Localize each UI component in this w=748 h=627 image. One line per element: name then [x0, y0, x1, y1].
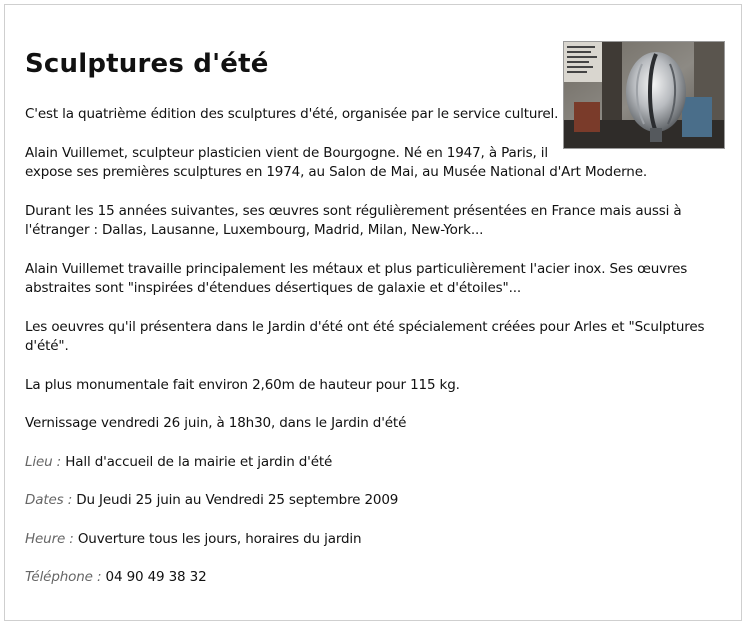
detail-dates-label: Dates :: [25, 492, 73, 508]
paragraph-exhibitions: Durant les 15 années suivantes, ses œuvres sont régulièrement présentées en France mais aussi à l'étranger : Dallas, Lausanne, Luxembourg, Madrid, Milan, New-York...: [25, 202, 682, 238]
detail-dates: [25, 491, 725, 511]
paragraph-materials: Alain Vuillemet travaille principalement les métaux et plus particulièrement l'acier inox. Ses œuvres abstraites sont "inspirées d'étendues désertiques de galaxie et d'étoiles"...: [25, 260, 688, 296]
paragraph-artist-line2: expose ses premières sculptures en 1974, au Salon de Mai, au Musée National d'Art Moderne.: [25, 164, 648, 180]
detail-lieu-label: Lieu :: [25, 453, 62, 470]
article-body: [25, 105, 725, 588]
detail-lieu: [25, 453, 725, 473]
detail-heure-value: Ouverture tous les jours, horaires du jardin: [77, 530, 362, 547]
detail-telephone-label: Téléphone :: [25, 569, 102, 585]
detail-telephone: [25, 568, 725, 588]
detail-telephone-value: 04 90 49 38 32: [105, 569, 207, 585]
paragraph-works: Les oeuvres qu'il présentera dans le Jardin d'été ont été spécialement créées pour Arles et "Sculptures d'été".: [25, 318, 705, 354]
detail-heure: [25, 530, 725, 550]
paragraph-artist-line1: Alain Vuillemet, sculpteur plasticien vient de Bourgogne. Né en 1947, à Paris, il: [25, 144, 548, 161]
paragraph-monumental: La plus monumentale fait environ 2,60m de hauteur pour 115 kg.: [25, 376, 460, 393]
page-title: Sculptures d'été: [25, 49, 269, 79]
detail-lieu-value: Hall d'accueil de la mairie et jardin d'été: [65, 453, 333, 470]
detail-dates-value: Du Jeudi 25 juin au Vendredi 25 septembre 2009: [76, 492, 399, 508]
paragraph-vernissage: Vernissage vendredi 26 juin, à 18h30, dans le Jardin d'été: [25, 415, 407, 431]
paragraph-intro: C'est la quatrième édition des sculptures d'été, organisée par le service culturel.: [25, 106, 559, 122]
detail-heure-label: Heure :: [25, 530, 74, 547]
content-frame: [4, 4, 742, 621]
